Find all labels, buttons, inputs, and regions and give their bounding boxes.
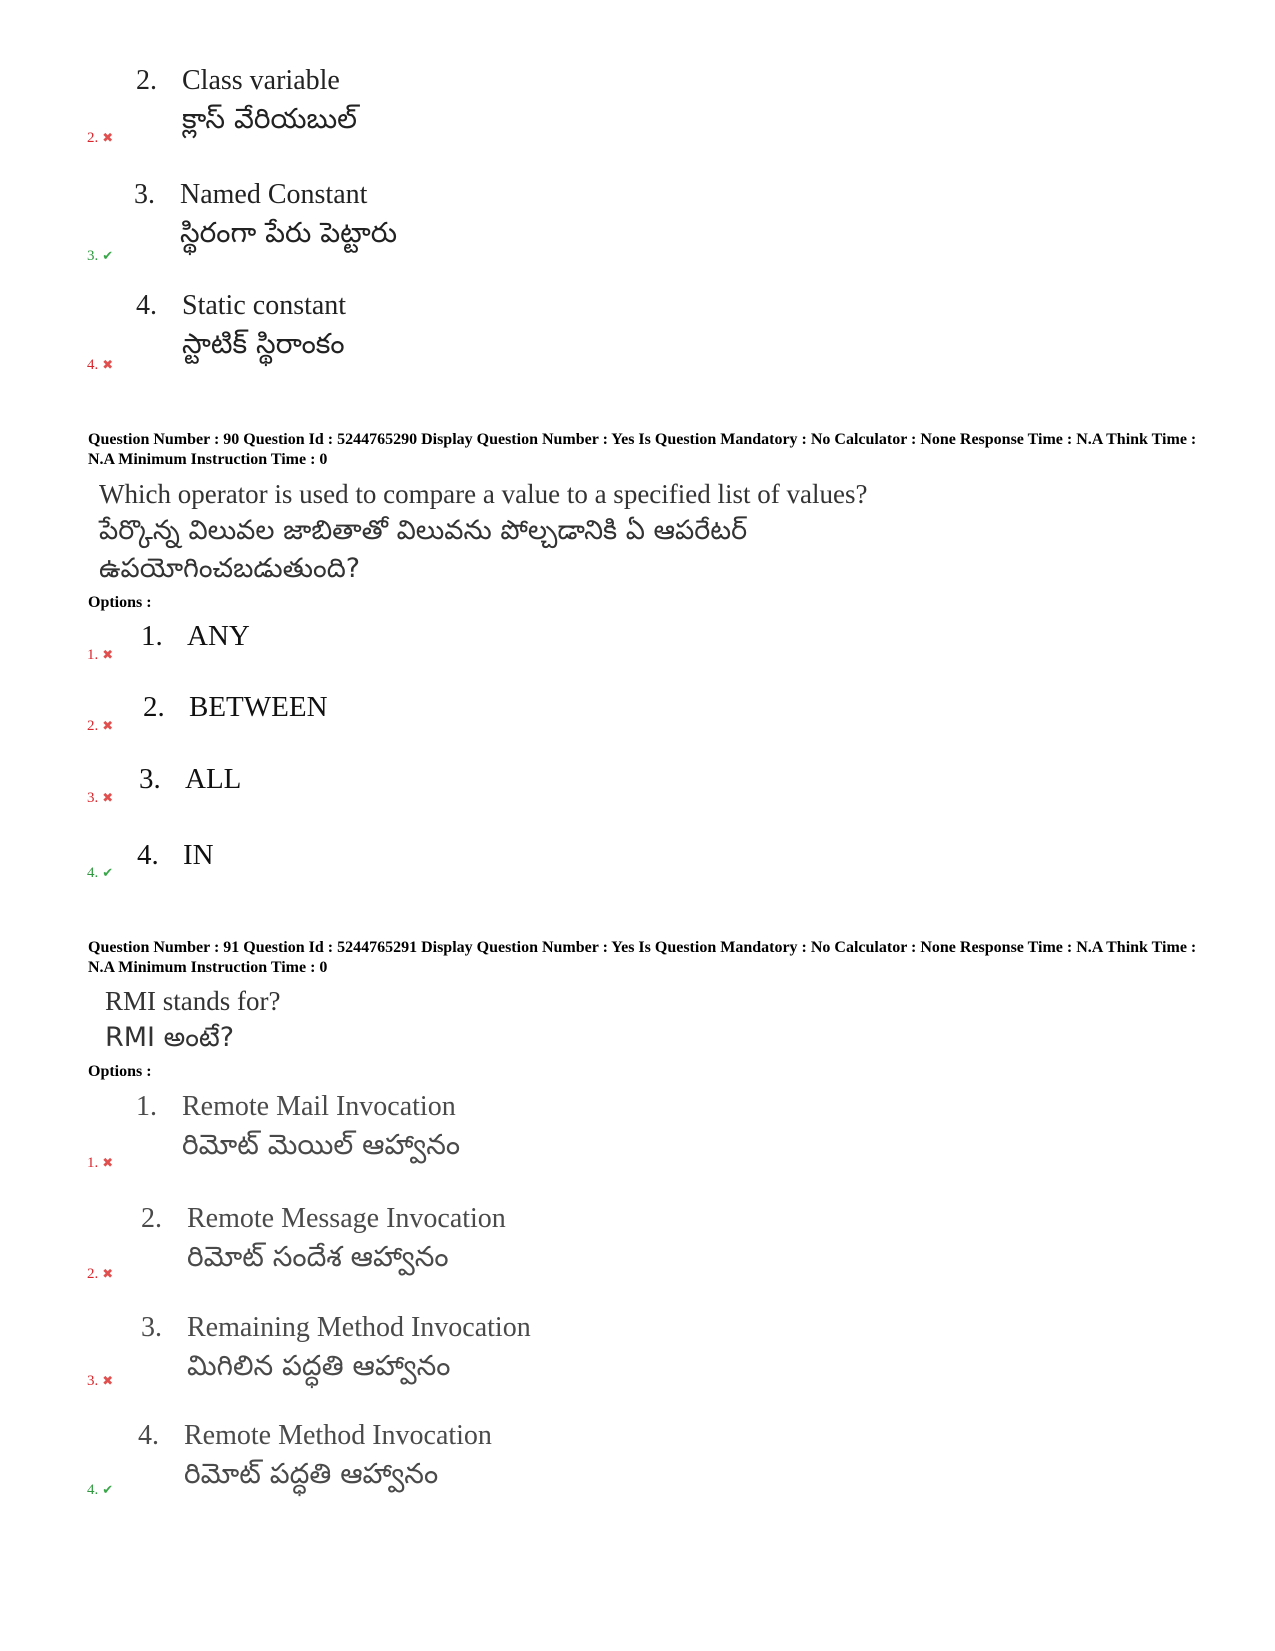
- option-text-en: ANY: [187, 620, 250, 652]
- cross-icon: ✖: [102, 791, 114, 806]
- question-meta: Question Number : 90 Question Id : 5244765290 Display Question Number : Yes Is Question Mandatory : No Calculator : None Response Time : N.A Think Time : N.A Minimum Instruction Time : 0: [88, 431, 1197, 468]
- mark-number: 2.: [87, 718, 99, 734]
- option-number: 2.: [143, 691, 165, 723]
- option-number: 3.: [139, 763, 161, 795]
- cross-icon: ✖: [102, 648, 114, 663]
- question-meta: Question Number : 91 Question Id : 5244765291 Display Question Number : Yes Is Question Mandatory : No Calculator : None Response Time : N.A Think Time : N.A Minimum Instruction Time : 0: [88, 939, 1197, 976]
- question-text-te: ఉపయోగించబడుతుంది?: [99, 553, 361, 584]
- cross-icon: ✖: [102, 1156, 114, 1171]
- question-text-te: పేర్కొన్న విలువల జాబితాతో విలువను పోల్చడానికి ఏ ఆపరేటర్: [99, 515, 748, 546]
- options-label: Options :: [88, 594, 152, 611]
- option-3: [139, 760, 241, 798]
- option-text-en: Static constant: [182, 290, 347, 321]
- option-text-en: Remote Message Invocation: [187, 1203, 506, 1234]
- option-4: [136, 287, 346, 363]
- option-number: 1.: [136, 1091, 157, 1122]
- option-number: 2.: [141, 1203, 162, 1234]
- check-icon: ✔: [102, 866, 114, 881]
- option-4: [137, 836, 214, 874]
- option-number: 4.: [136, 290, 157, 321]
- option-2: [141, 1200, 506, 1276]
- option-text-te: రిమోట్ మెయిల్ ఆహ్వానం: [182, 1128, 461, 1161]
- question-text: [105, 983, 280, 1057]
- option-text-en: Remaining Method Invocation: [187, 1312, 531, 1343]
- option-text-te: మిగిలిన పద్ధతి ఆహ్వానం: [187, 1349, 451, 1382]
- options-label: Options :: [88, 1063, 152, 1080]
- option-number: 1.: [141, 620, 163, 652]
- mark-number: 3.: [87, 1373, 99, 1389]
- mark-number: 4.: [87, 1482, 99, 1498]
- option-mark: [87, 1481, 113, 1500]
- option-text-en: Named Constant: [180, 179, 368, 210]
- option-mark: [87, 247, 113, 266]
- option-3: [141, 1309, 531, 1385]
- option-text-te: రిమోట్ పద్ధతి ఆహ్వానం: [184, 1457, 439, 1490]
- option-2: [136, 62, 357, 138]
- question-text-en: RMI stands for?: [105, 986, 281, 1016]
- question-text-en: Which operator is used to compare a value to a specified list of values?: [99, 479, 868, 509]
- option-4: [138, 1417, 492, 1493]
- option-text-te: క్లాస్ వేరియబుల్: [182, 102, 358, 135]
- option-text-en: Class variable: [182, 65, 340, 96]
- option-text-te: స్టాటిక్ స్థిరాంకం: [182, 327, 345, 360]
- option-text-te: స్థిరంగా పేరు పెట్టారు: [180, 216, 398, 249]
- question-text-te: RMI అంటే?: [105, 1022, 235, 1053]
- option-mark: [87, 864, 113, 883]
- option-text-en: Remote Mail Invocation: [182, 1091, 456, 1122]
- option-1: [141, 617, 250, 655]
- option-text-en: BETWEEN: [189, 691, 328, 723]
- option-mark: [87, 129, 113, 148]
- option-number: 4.: [137, 839, 159, 871]
- option-2: [143, 688, 328, 726]
- option-text-en: IN: [183, 839, 214, 871]
- option-number: 3.: [134, 179, 155, 210]
- option-text-en: Remote Method Invocation: [184, 1420, 492, 1451]
- cross-icon: ✖: [102, 358, 114, 373]
- option-number: 4.: [138, 1420, 159, 1451]
- mark-number: 4.: [87, 865, 99, 881]
- option-number: 3.: [141, 1312, 162, 1343]
- cross-icon: ✖: [102, 131, 114, 146]
- option-mark: [87, 1265, 113, 1284]
- cross-icon: ✖: [102, 719, 114, 734]
- option-mark: [87, 717, 113, 736]
- option-mark: [87, 789, 113, 808]
- cross-icon: ✖: [102, 1374, 114, 1389]
- check-icon: ✔: [102, 249, 114, 264]
- mark-number: 3.: [87, 248, 99, 264]
- option-text-en: ALL: [185, 763, 242, 795]
- check-icon: ✔: [102, 1483, 114, 1498]
- cross-icon: ✖: [102, 1267, 114, 1282]
- mark-number: 2.: [87, 1266, 99, 1282]
- mark-number: 2.: [87, 130, 99, 146]
- option-1: [136, 1088, 460, 1164]
- mark-number: 1.: [87, 647, 99, 663]
- option-number: 2.: [136, 65, 157, 96]
- question-text: [99, 476, 867, 588]
- option-mark: [87, 646, 113, 665]
- option-mark: [87, 356, 113, 375]
- option-mark: [87, 1154, 113, 1173]
- option-mark: [87, 1372, 113, 1391]
- mark-number: 3.: [87, 790, 99, 806]
- option-text-te: రిమోట్ సందేశ ఆహ్వానం: [187, 1240, 449, 1273]
- option-3: [134, 176, 397, 252]
- mark-number: 1.: [87, 1155, 99, 1171]
- mark-number: 4.: [87, 357, 99, 373]
